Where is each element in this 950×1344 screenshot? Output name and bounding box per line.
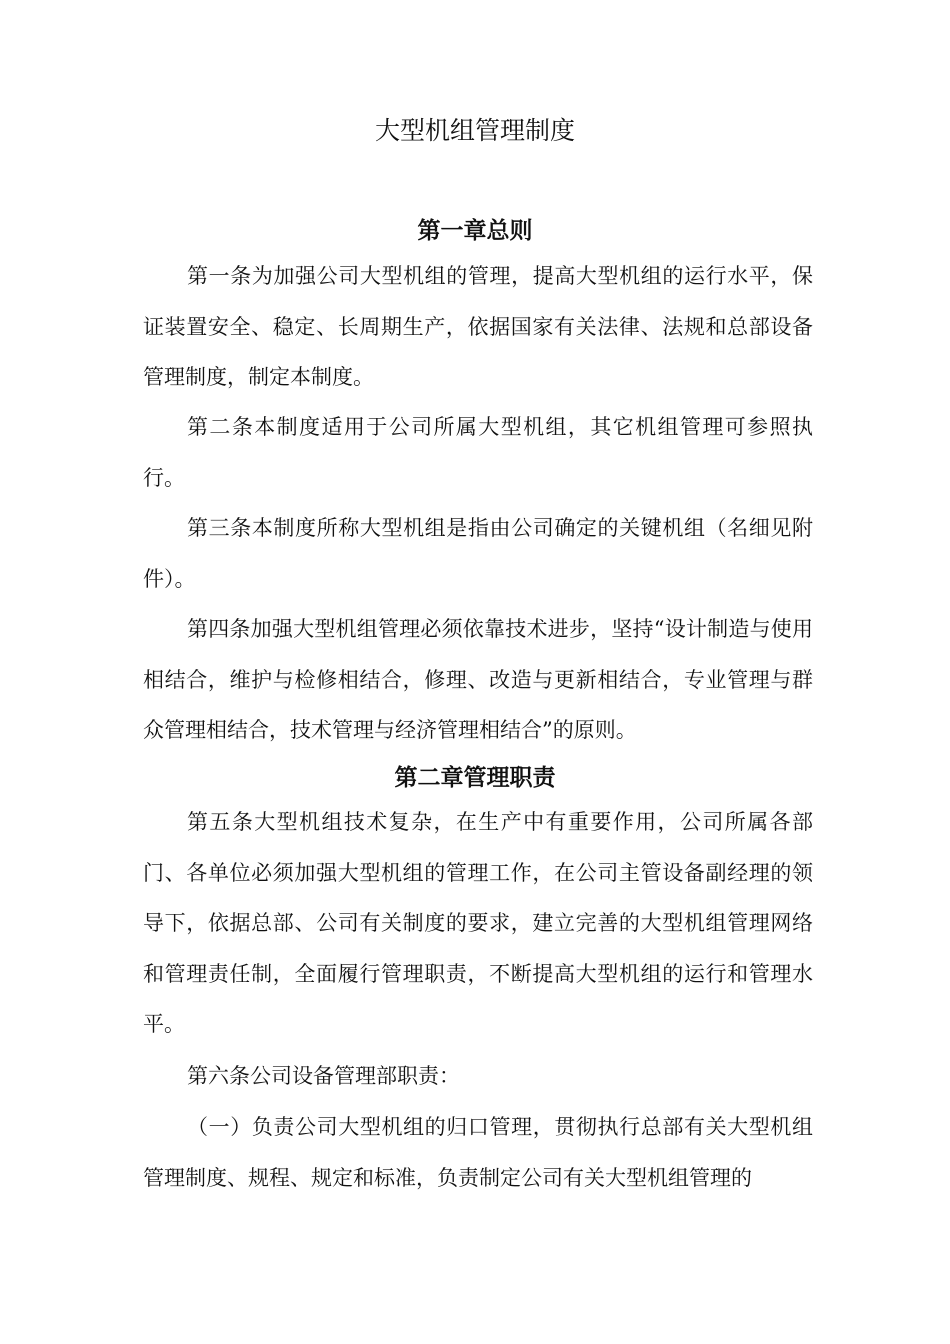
document-title: 大型机组管理制度 (374, 116, 575, 145)
article-4-paragraph: 第四条加强大型机组管理必须依靠技术进步，坚持“设计制造与使用相结合，维护与检修相结合，修理、改造与更新相结合，专业管理与群众管理相结合，技术管理与经济管理相结合”的原则。 (143, 617, 813, 742)
article-6-paragraph: 第六条公司设备管理部职责： (187, 1064, 460, 1088)
article-1-paragraph: 第一条为加强公司大型机组的管理，提高大型机组的运行水平，保证装置安全、稳定、长周期生产，依据国家有关法律、法规和总部设备管理制度，制定本制度。 (143, 264, 813, 389)
article-6-item-1-paragraph: （一）负责公司大型机组的归口管理，贯彻执行总部有关大型机组管理制度、规程、规定和标准，负责制定公司有关大型机组管理的 (143, 1115, 813, 1190)
article-2-paragraph: 第二条本制度适用于公司所属大型机组，其它机组管理可参照执行。 (143, 415, 813, 490)
chapter-1-heading: 第一章总则 (417, 218, 533, 244)
article-5-paragraph: 第五条大型机组技术复杂，在生产中有重要作用，公司所属各部门、各单位必须加强大型机组的管理工作，在公司主管设备副经理的领导下，依据总部、公司有关制度的要求，建立完善的大型机组管理网络和管理责任制，全面履行管理职责，不断提高大型机组的运行和管理水平。 (143, 810, 813, 1036)
article-3-paragraph: 第三条本制度所称大型机组是指由公司确定的关键机组（名细见附件）。 (143, 516, 813, 591)
chapter-2-heading: 第二章管理职责 (394, 765, 556, 791)
